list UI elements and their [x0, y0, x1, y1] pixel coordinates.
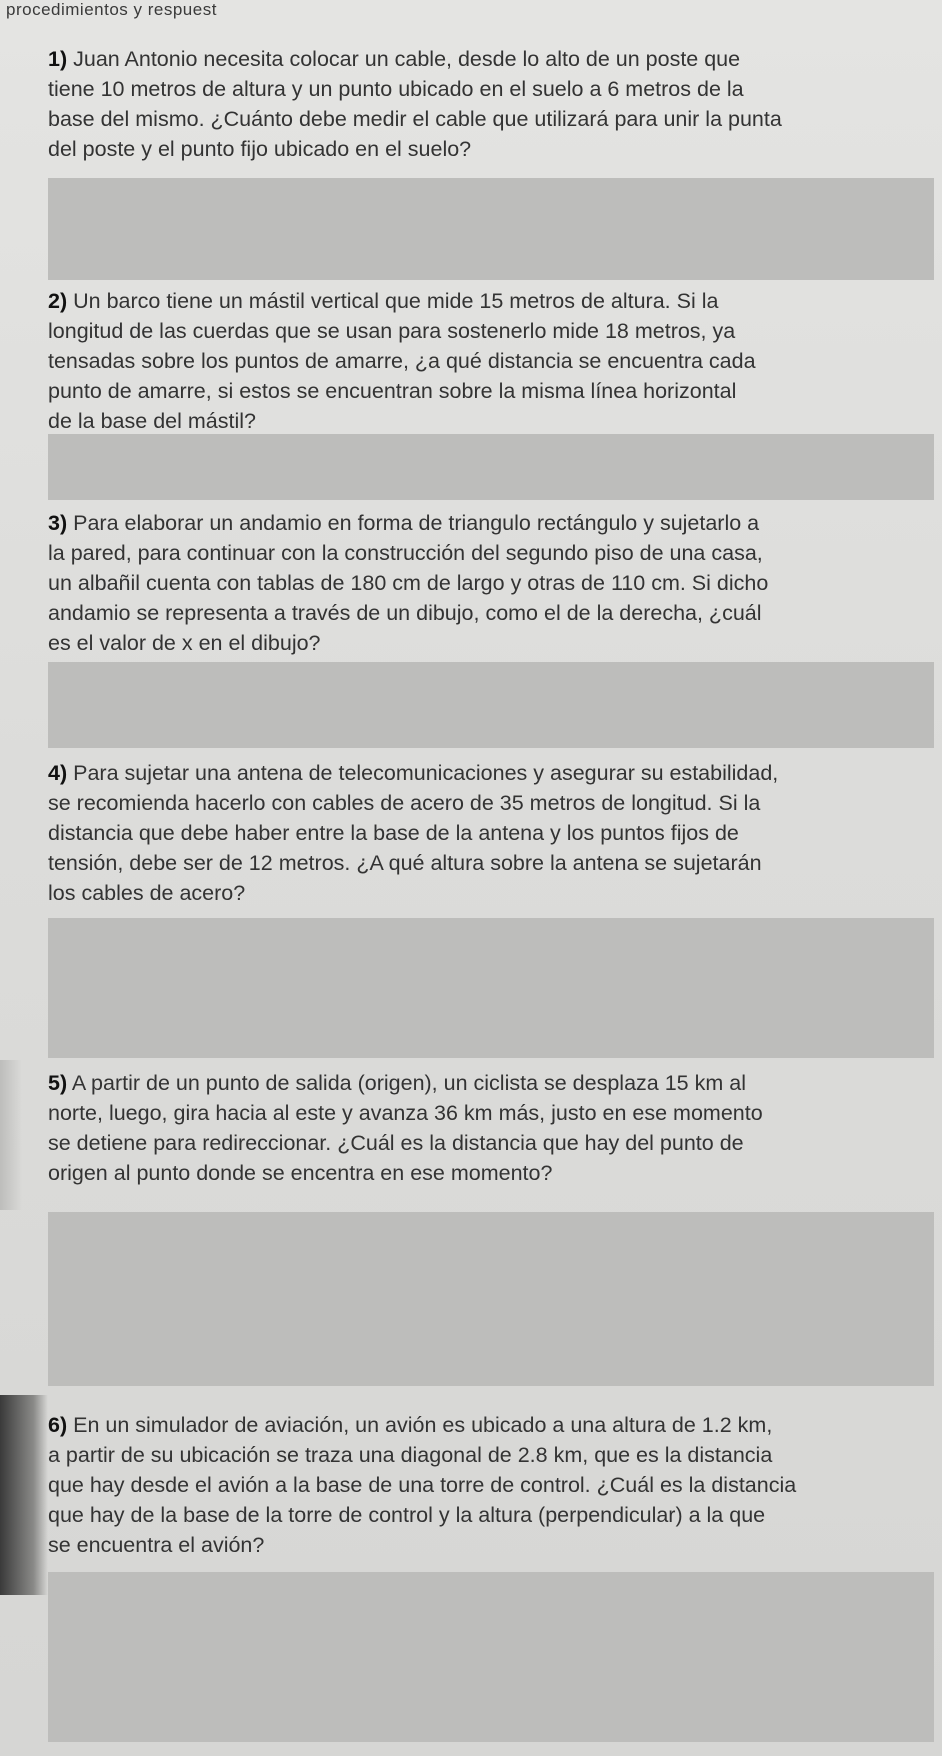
page-edge-shadow-dark: [0, 1395, 48, 1595]
problem-number: 1): [48, 47, 68, 71]
answer-box-4[interactable]: [48, 918, 934, 1058]
problem-text-line: En un simulador de aviación, un avión es ubicado a una altura de 1.2 km,: [73, 1413, 773, 1437]
problem-text-line: tiene 10 metros de altura y un punto ubicado en el suelo a 6 metros de la: [48, 77, 744, 101]
problem-number: 2): [48, 289, 68, 313]
problem-3: [48, 508, 890, 658]
problem-6: [48, 1410, 890, 1560]
problem-1: [48, 44, 890, 164]
problem-text-line: los cables de acero?: [48, 881, 246, 905]
problem-text-line: norte, luego, gira hacia al este y avanza 36 km más, justo en ese momento: [48, 1101, 763, 1125]
problem-text-line: que hay de la base de la torre de control y la altura (perpendicular) a la que: [48, 1503, 766, 1527]
problem-text-line: origen al punto donde se encentra en ese momento?: [48, 1161, 553, 1185]
problem-text-line: Para sujetar una antena de telecomunicaciones y asegurar su estabilidad,: [73, 761, 779, 785]
problem-text-line: que hay desde el avión a la base de una torre de control. ¿Cuál es la distancia: [48, 1473, 797, 1497]
answer-box-1[interactable]: [48, 178, 934, 280]
problem-text-line: la pared, para continuar con la construcción del segundo piso de una casa,: [48, 541, 763, 565]
problem-text-line: un albañil cuenta con tablas de 180 cm de largo y otras de 110 cm. Si dicho: [48, 571, 769, 595]
problem-5: [48, 1068, 890, 1188]
problem-text-line: Juan Antonio necesita colocar un cable, desde lo alto de un poste que: [73, 47, 741, 71]
page-header: procedimientos y respuest: [6, 0, 217, 19]
problem-number: 4): [48, 761, 68, 785]
answer-box-2[interactable]: [48, 434, 934, 500]
problem-number: 5): [48, 1071, 68, 1095]
problem-text-line: es el valor de x en el dibujo?: [48, 631, 321, 655]
problem-text-line: se detiene para redireccionar. ¿Cuál es la distancia que hay del punto de: [48, 1131, 744, 1155]
problem-text-line: punto de amarre, si estos se encuentran sobre la misma línea horizontal: [48, 379, 737, 403]
answer-box-5[interactable]: [48, 1212, 934, 1386]
problem-text-line: tensadas sobre los puntos de amarre, ¿a qué distancia se encuentra cada: [48, 349, 756, 373]
problem-text-line: se encuentra el avión?: [48, 1533, 265, 1557]
problem-text-line: longitud de las cuerdas que se usan para sostenerlo mide 18 metros, ya: [48, 319, 736, 343]
problem-text-line: a partir de su ubicación se traza una diagonal de 2.8 km, que es la distancia: [48, 1443, 773, 1467]
problem-text-line: distancia que debe haber entre la base de la antena y los puntos fijos de: [48, 821, 739, 845]
answer-box-3[interactable]: [48, 662, 934, 748]
problem-text-line: de la base del mástil?: [48, 409, 256, 433]
problem-text-line: se recomienda hacerlo con cables de acero de 35 metros de longitud. Si la: [48, 791, 761, 815]
problem-text-line: andamio se representa a través de un dibujo, como el de la derecha, ¿cuál: [48, 601, 762, 625]
problem-text-line: Un barco tiene un mástil vertical que mide 15 metros de altura. Si la: [73, 289, 719, 313]
page-edge-shadow: [0, 1060, 22, 1210]
problem-number: 3): [48, 511, 68, 535]
problem-text-line: del poste y el punto fijo ubicado en el suelo?: [48, 137, 472, 161]
problem-text-line: tensión, debe ser de 12 metros. ¿A qué altura sobre la antena se sujetarán: [48, 851, 762, 875]
problem-text-line: Para elaborar un andamio en forma de triangulo rectángulo y sujetarlo a: [73, 511, 760, 535]
problem-4: [48, 758, 890, 908]
problem-text-line: base del mismo. ¿Cuánto debe medir el cable que utilizará para unir la punta: [48, 107, 782, 131]
problem-2: [48, 286, 890, 436]
problem-number: 6): [48, 1413, 68, 1437]
answer-box-6[interactable]: [48, 1572, 934, 1742]
problem-text-line: A partir de un punto de salida (origen), un ciclista se desplaza 15 km al: [71, 1071, 746, 1095]
